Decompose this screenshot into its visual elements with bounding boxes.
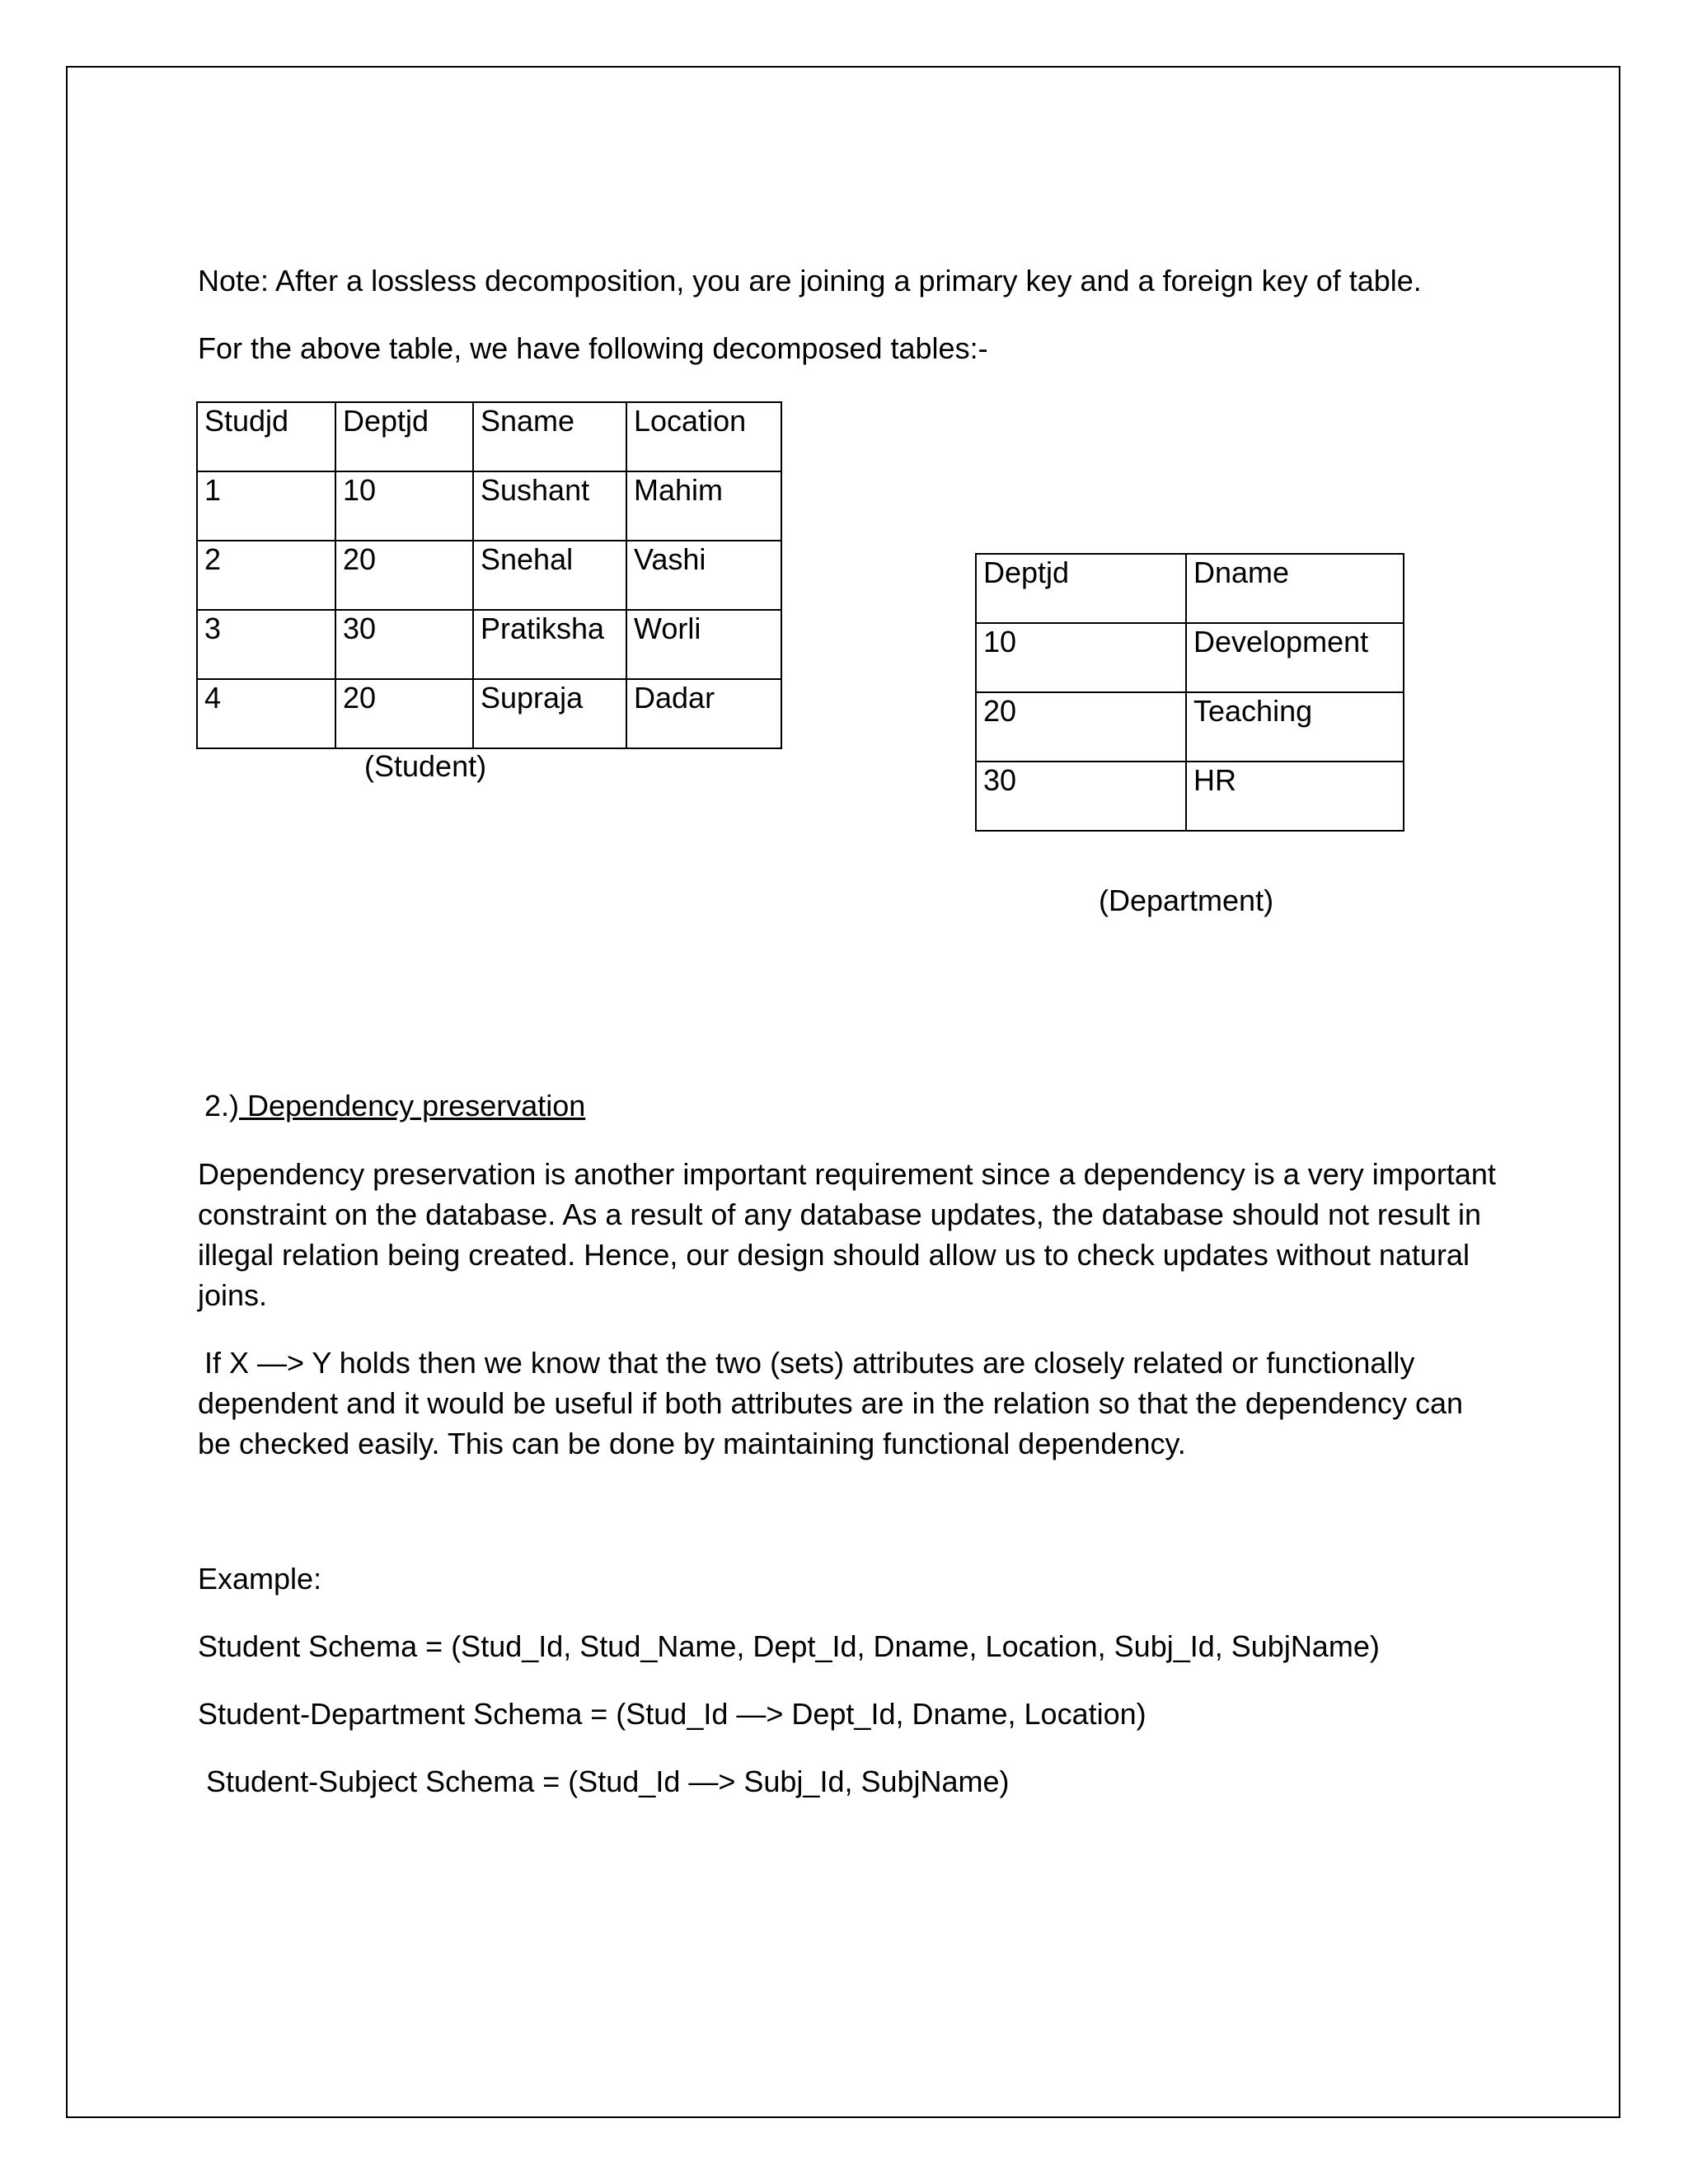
table-header-cell: Dname — [1186, 554, 1404, 623]
table-header-cell: Deptjd — [335, 402, 473, 471]
table-cell: 20 — [335, 541, 473, 610]
table-cell: Teaching — [1186, 692, 1404, 762]
table-cell: 10 — [976, 623, 1186, 692]
table-cell: Development — [1186, 623, 1404, 692]
table-row — [976, 762, 1404, 831]
table-cell: 30 — [335, 610, 473, 679]
table-cell: 4 — [197, 679, 335, 748]
student-subject-schema: Student-Subject Schema = (Stud_Id —> Subj_Id, SubjName) — [206, 1765, 1010, 1798]
table-row — [976, 692, 1404, 762]
student-table-caption: (Student) — [364, 749, 487, 783]
table-header-row — [976, 554, 1404, 623]
section-title: Dependency preservation — [239, 1089, 586, 1122]
example-label: Example: — [198, 1562, 322, 1596]
table-cell: 1 — [197, 471, 335, 541]
table-cell: Supraja — [473, 679, 626, 748]
section-number: 2.) — [204, 1089, 240, 1122]
paragraph-dependency: Dependency preservation is another important requirement since a dependency is a very important constraint on the database. As a result of any database updates, the database should not result in illegal relation being created. Hence, our design should allow us to check updates without natural joins. — [198, 1157, 1496, 1312]
table-cell: Vashi — [626, 541, 781, 610]
table-cell: Dadar — [626, 679, 781, 748]
table-row — [197, 610, 781, 679]
student-schema: Student Schema = (Stud_Id, Stud_Name, Dept_Id, Dname, Location, Subj_Id, SubjName) — [198, 1629, 1380, 1663]
table-header-cell: Location — [626, 402, 781, 471]
paragraph-functional: If X —> Y holds then we know that the two (sets) attributes are closely related or functionally dependent and it would be useful if both attributes are in the relation so that the dependency can be checked easily. This can be done by maintaining functional dependency. — [198, 1346, 1464, 1460]
section-heading — [204, 1085, 585, 1126]
student-department-schema: Student-Department Schema = (Stud_Id —> Dept_Id, Dname, Location) — [198, 1697, 1146, 1731]
table-row — [197, 541, 781, 610]
table-cell: 30 — [976, 762, 1186, 831]
table-cell: Worli — [626, 610, 781, 679]
table-cell: 20 — [976, 692, 1186, 762]
table-cell: Snehal — [473, 541, 626, 610]
table-cell: 3 — [197, 610, 335, 679]
table-cell: 20 — [335, 679, 473, 748]
note-text: Note: After a lossless decomposition, you are joining a primary key and a foreign key of table. — [198, 264, 1422, 298]
student-table — [196, 401, 782, 749]
table-row — [197, 471, 781, 541]
table-cell: HR — [1186, 762, 1404, 831]
table-header-cell: Sname — [473, 402, 626, 471]
table-cell: 2 — [197, 541, 335, 610]
table-header-row — [197, 402, 781, 471]
table-header-cell: Deptjd — [976, 554, 1186, 623]
table-cell: Pratiksha — [473, 610, 626, 679]
intro-text: For the above table, we have following decomposed tables:- — [198, 331, 988, 365]
department-table — [975, 553, 1404, 832]
table-cell: Mahim — [626, 471, 781, 541]
table-header-cell: Studjd — [197, 402, 335, 471]
department-table-caption: (Department) — [1099, 883, 1274, 917]
table-row — [976, 623, 1404, 692]
table-cell: 10 — [335, 471, 473, 541]
table-cell: Sushant — [473, 471, 626, 541]
table-row — [197, 679, 781, 748]
